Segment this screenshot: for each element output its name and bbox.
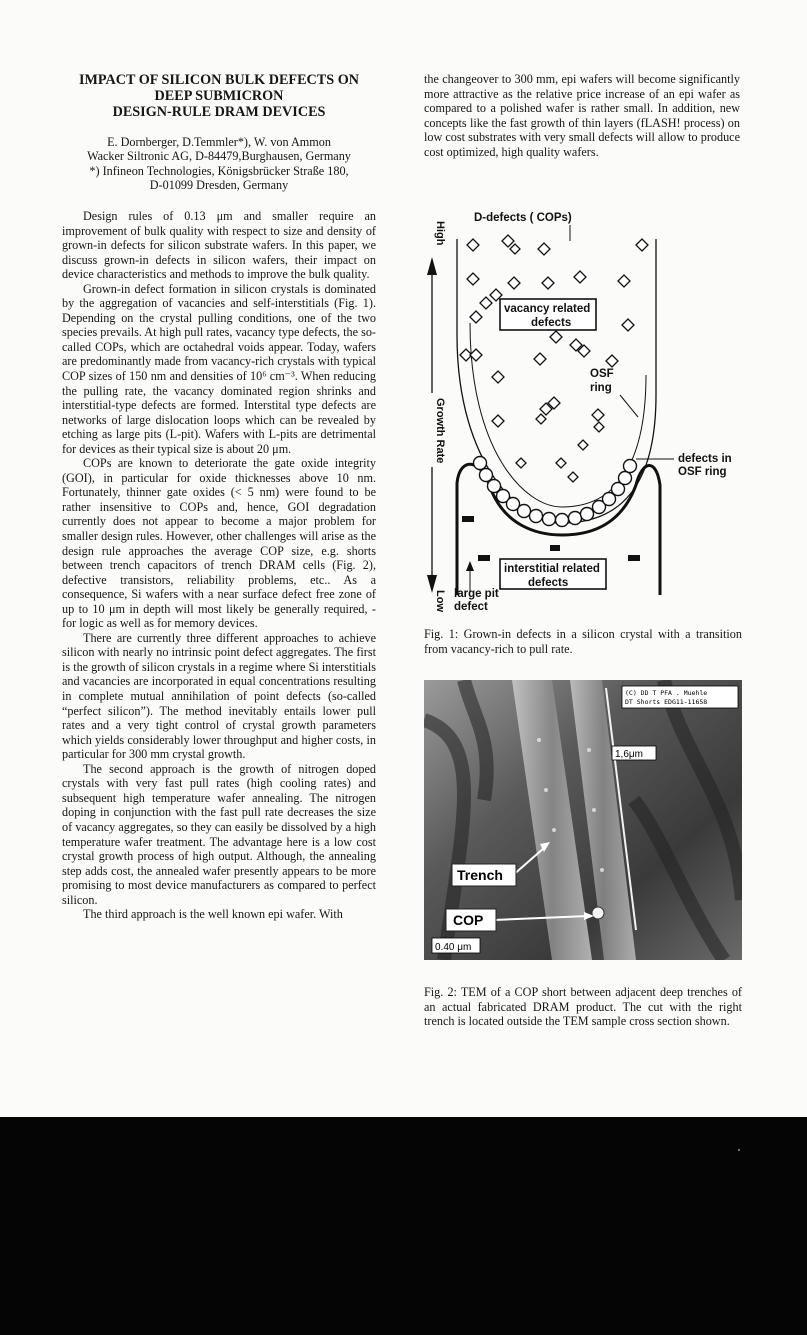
large-pit-line1: large pit xyxy=(454,588,499,600)
cop-void xyxy=(592,907,604,919)
body-paragraph: Design rules of 0.13 μm and smaller require an improvement of bulk quality with respect to size and density of grown-in defects for silicon substrate wafers. In this paper, we discuss grown-in defects in silicon wafers, their impact on device characteristics and methods to improve the bulk quality. xyxy=(62,208,376,282)
left-column xyxy=(62,72,376,922)
right-column xyxy=(424,72,740,159)
interstitial-label-line2: defects xyxy=(528,577,569,589)
copyright-line1: (C) DD T PFA . Muehle xyxy=(625,689,708,697)
author-line: E. Dornberger, D.Temmler*), W. von Ammon xyxy=(107,134,331,149)
vacancy-label-line2: defects xyxy=(531,317,572,329)
body-paragraph: There are currently three different approaches to achieve silicon with nearly no intrinsic point defect aggregates. The first is the growth of silicon crystals in a regime where Si interstitials and vacancies are incorporated in equal concentrations resulting in complete mutual annihilation of point defects (so-called “perfect silicon”). The method inevitably entails lower pull rates and a very tight control of crystal growth parameters which yields considerably lower throughput and higher costs, in particular for 300 mm crystal growth. xyxy=(62,630,376,762)
osf-label-line2: ring xyxy=(590,382,612,394)
title-line: DESIGN-RULE DRAM DEVICES xyxy=(112,104,326,121)
author-block xyxy=(62,135,376,193)
defects-in-osf-line2: OSF ring xyxy=(678,466,727,478)
figure-1-caption: Fig. 1: Grown-in defects in a silicon crystal with a transition from vacancy-rich to pull rate. xyxy=(424,627,742,656)
body-paragraph: The third approach is the well known epi wafer. With xyxy=(83,907,343,922)
body-paragraph: Grown-in defect formation in silicon crystals is dominated by the aggregation of vacancies and self-interstitials (Fig. 1). Depending on the crystal pulling conditions, one of the two species prevails. At high pull rates, vacancy type defects, the so-called COPs, which are octahedral voids appear. Today, wafers are predominantly made from vacancy-rich crystals with typical COP sizes of 150 nm and densities of 10⁶ cm⁻³. When reducing the pulling rate, the vacancy dominated region shrinks and interstitial-type defects are formed. Interstital type defects are networks of large dislocation loops which can be revealed by etching as large pits (L-pit). Wafers with L-pits are detrimental for devices as their typical size is about 20 μm. xyxy=(62,281,376,456)
scale-bar-top: 1,6μm xyxy=(615,749,643,760)
trench-label: Trench xyxy=(457,867,503,883)
osf-ring-defects xyxy=(474,457,637,527)
d-defects-label: D-defects ( COPs) xyxy=(474,212,572,224)
copyright-line2: DT Shorts EDG11-11658 xyxy=(625,698,708,706)
affiliation-line: D-01099 Dresden, Germany xyxy=(149,178,289,193)
body-paragraph: COPs are known to deteriorate the gate oxide integrity (GOI), in particular for oxide thicknesses above 10 nm. Fortunately, thinner gate oxides (< 5 nm) were found to be rather insensitive to COPs and, hence, GOI degradation currently does not appear to become a major problem for smaller design rules. However, other challenges will arise as the design rule approaches the average COP size, e.g. shorts between trench capacitors of trench DRAM cells (Fig. 2), defective transistors, reliability problems, etc.. As a consequence, Si wafers with a near surface defect free zone of up to 10 μm in depth will most likely be generally required, - for logic as well as for memory devices. xyxy=(62,456,376,631)
scan-background xyxy=(0,1117,807,1335)
figure-1-diagram xyxy=(424,205,744,617)
osf-label-line1: OSF xyxy=(590,368,614,380)
cop-defect-markers xyxy=(460,235,648,482)
scale-bar-bottom: 0.40 μm xyxy=(435,942,472,953)
growth-rate-axis xyxy=(427,221,446,612)
vacancy-label-line1: vacancy related xyxy=(504,303,591,315)
interstitial-label-line1: interstitial related xyxy=(504,563,600,575)
title-line: DEEP SUBMICRON xyxy=(154,88,284,105)
scan-dust xyxy=(738,1149,740,1151)
large-pit-line2: defect xyxy=(454,601,488,613)
title-line: IMPACT OF SILICON BULK DEFECTS ON xyxy=(79,72,359,88)
axis-high-label: High xyxy=(434,221,446,246)
affiliation-line: Wacker Siltronic AG, D-84479,Burghausen, Germany xyxy=(87,149,351,164)
figure-2-caption: Fig. 2: TEM of a COP short between adjacent deep trenches of an actual fabricated DRAM product. The cut with the right trench is located outside the TEM sample cross section shown. xyxy=(424,985,742,1029)
figure-2-tem-image xyxy=(424,680,742,960)
body-paragraph: the changeover to 300 mm, epi wafers will become significantly more attractive as the relative price increase of an epi wafer as compared to a polished wafer is rather small. In addition, new concepts like the fast growth of thin layers (fLASH! process) on low cost substrates with very small defects will allow to produce cost optimized, high quality wafers. xyxy=(424,72,740,159)
paper-title xyxy=(62,72,376,121)
axis-low-label: Low xyxy=(434,590,446,612)
body-paragraph: The second approach is the growth of nitrogen doped crystals with very fast pull rates (high cooling rates) and subsequent high temperature wafer annealing. The nitrogen doping in conjunction with the fast pull rate decreases the size of vacancy aggregates, so they can easily be dissolved by a high temperature wafer treatment. The advantage here is a low cost crystal growth process of high output. Although, the annealing step adds cost, the annealed wafer presently appears to be more promising to most device manufacturers as compared to perfect silicon. xyxy=(62,761,376,907)
cop-label: COP xyxy=(453,912,484,928)
affiliation-line: *) Infineon Technologies, Königsbrücker Straße 180, xyxy=(89,163,349,178)
defects-in-osf-line1: defects in xyxy=(678,453,732,465)
axis-growth-label: Growth Rate xyxy=(434,398,446,464)
